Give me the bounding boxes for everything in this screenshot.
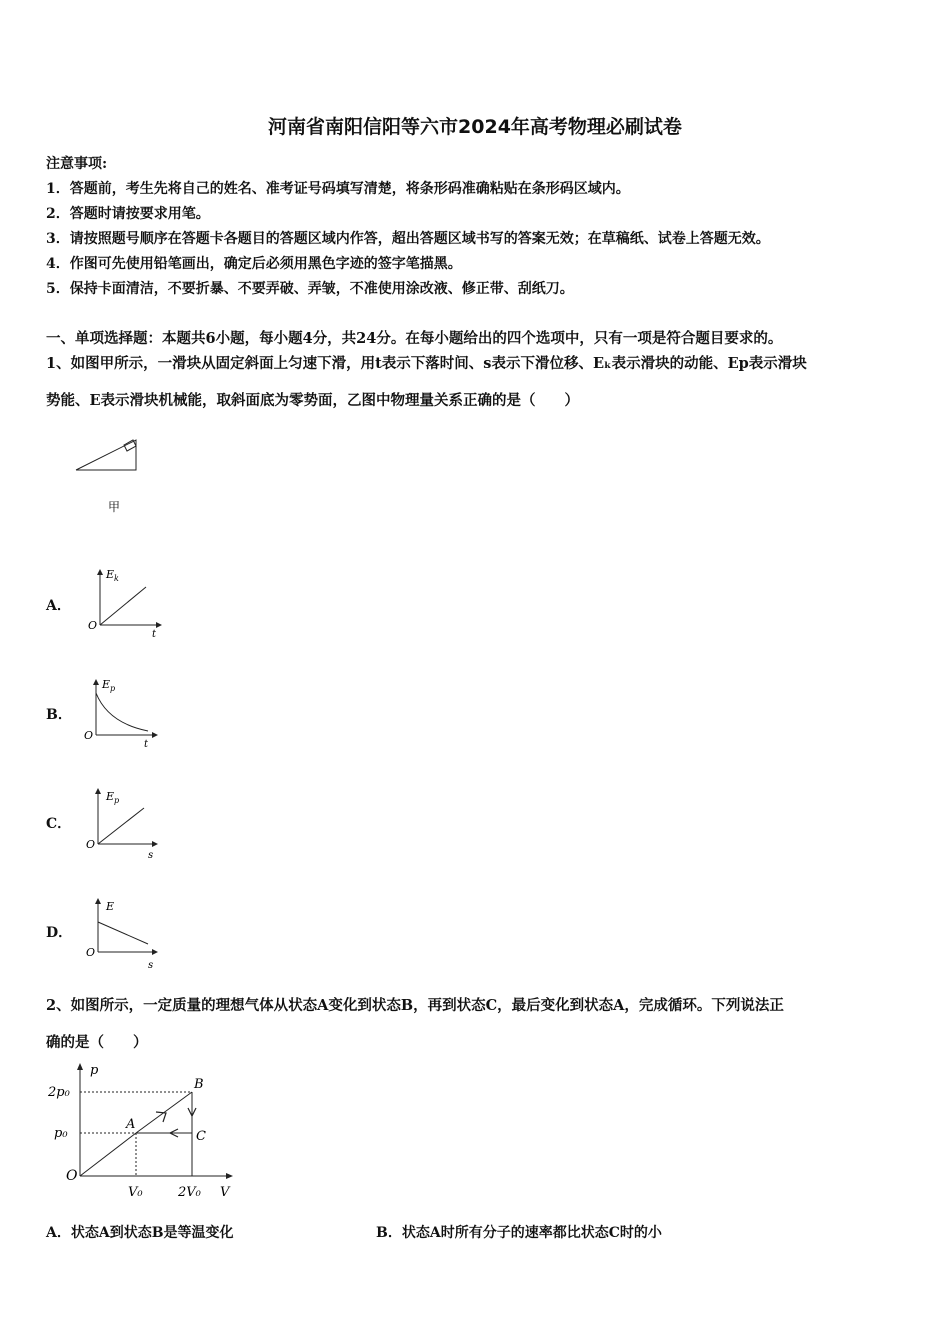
origin-label: O	[86, 838, 96, 851]
pv-graph	[44, 1058, 244, 1203]
option-a-graph	[84, 565, 164, 640]
notice-item: 4．作图可先使用铅笔画出，确定后必须用黑色字迹的签字笔描黑。	[46, 256, 462, 272]
notice-item: 2．答题时请按要求用笔。	[46, 206, 210, 222]
question-2-line1: 2、如图所示，一定质量的理想气体从状态A变化到状态B，再到状态C，最后变化到状态A，完成循环。下列说法正	[46, 997, 784, 1014]
pv-point-c: C	[196, 1129, 206, 1144]
x-axis-label: t	[152, 629, 157, 640]
question-2-line2: 确的是（ ）	[46, 1034, 148, 1051]
section-heading: 一、单项选择题：本题共6小题，每小题4分，共24分。在每小题给出的四个选项中，只有一项是符合题目要求的。	[46, 330, 783, 347]
notice-item: 3．请按照题号顺序在答题卡各题目的答题区域内作答，超出答题区域书写的答案无效；在草稿纸、试卷上答题无效。	[46, 231, 770, 247]
y-axis-sub: k	[114, 574, 119, 583]
notice-heading: 注意事项:	[46, 156, 108, 172]
option-d-label[interactable]: D．	[46, 925, 73, 941]
pv-x-label: V	[220, 1185, 230, 1200]
question-1-line1: 1、如图甲所示，一滑块从固定斜面上匀速下滑，用t表示下落时间、s表示下滑位移、Eₖ表示滑块的动能、Ep表示滑块	[46, 355, 807, 372]
page-title: 河南省南阳信阳等六市2024年高考物理必刷试卷	[268, 116, 682, 138]
x-axis-label: t	[144, 739, 149, 750]
y-axis-sub: p	[110, 684, 116, 693]
q2-option-a[interactable]: A．状态A到状态B是等温变化	[46, 1225, 234, 1241]
pv-xtick-2v0: 2V₀	[178, 1185, 201, 1200]
option-b-graph	[84, 675, 164, 750]
option-b-label[interactable]: B．	[46, 707, 72, 723]
option-c-graph	[84, 784, 164, 864]
pv-point-a: A	[126, 1117, 136, 1132]
pv-xtick-v0: V₀	[128, 1185, 143, 1200]
notice-item: 1．答题前，考生先将自己的姓名、准考证号码填写清楚，将条形码准确粘贴在条形码区域内。	[46, 181, 630, 197]
pv-y-label: p	[90, 1063, 99, 1078]
pv-ytick-2p0: 2p₀	[48, 1085, 70, 1100]
question-1-line2: 势能、E表示滑块机械能，取斜面底为零势面，乙图中物理量关系正确的是（ ）	[46, 392, 580, 409]
notice-item: 5．保持卡面清洁，不要折暴、不要弄破、弄皱，不准使用涂改液、修正带、刮纸刀。	[46, 281, 574, 297]
y-axis-label: E	[102, 678, 111, 691]
y-axis-label: E	[106, 900, 115, 913]
y-axis-label: E	[106, 568, 115, 581]
option-c-label[interactable]: C．	[46, 816, 72, 832]
origin-label: O	[86, 946, 96, 959]
y-axis-sub: p	[114, 796, 120, 805]
y-axis-label: E	[106, 790, 115, 803]
q2-option-b[interactable]: B．状态A时所有分子的速率都比状态C时的小	[376, 1225, 662, 1241]
option-d-graph	[84, 894, 164, 974]
incline-figure	[70, 430, 150, 480]
x-axis-label: s	[148, 850, 154, 861]
option-a-label[interactable]: A．	[46, 598, 71, 614]
origin-label: O	[88, 619, 98, 632]
pv-origin: O	[66, 1168, 78, 1184]
x-axis-label: s	[148, 960, 154, 971]
origin-label: O	[84, 729, 94, 742]
pv-point-b: B	[194, 1077, 204, 1092]
figure-caption: 甲	[108, 500, 121, 514]
pv-ytick-p0: p₀	[54, 1126, 68, 1141]
